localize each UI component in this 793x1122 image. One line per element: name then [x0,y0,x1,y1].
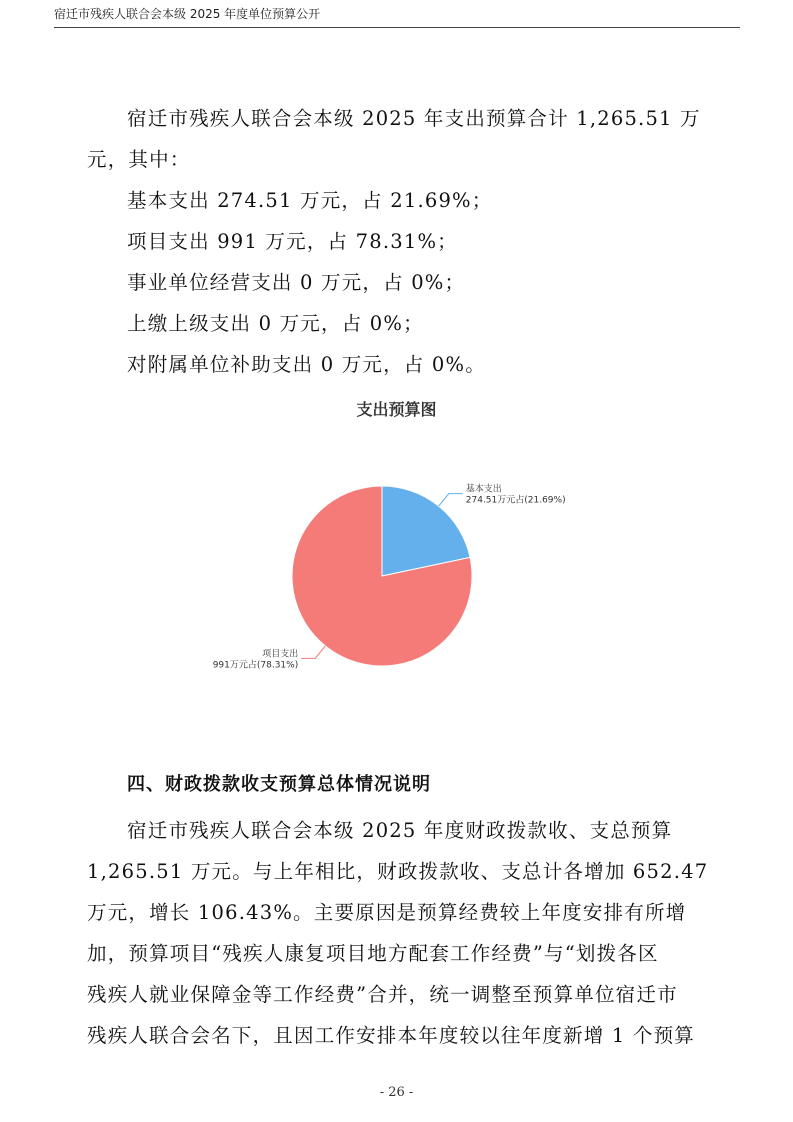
section-4-line: 残疾人联合会名下，且因工作安排本年度较以往年度新增 1 个预算 [87,1024,696,1047]
expenditure-item-project: 项目支出 991 万元，占 78.31%； [127,230,458,253]
section-4-line: 残疾人就业保障金等工作经费”合并，统一调整至预算单位宿迁市 [87,983,678,1006]
pie-label-leader [301,646,325,658]
intro-line-2: 元，其中： [87,148,191,171]
expenditure-item-operating: 事业单位经营支出 0 万元，占 0%； [127,271,466,294]
section-4-line: 万元，增长 106.43%。主要原因是预算经费较上年度安排有所增 [87,901,687,924]
expenditure-item-remit: 上缴上级支出 0 万元，占 0%； [127,312,424,335]
pie-slice-value-label: 991万元占(78.31%) [212,660,299,671]
pie-slice-value-label: 274.51万元占(21.69%) [465,495,566,506]
intro-line-1: 宿迁市残疾人联合会本级 2025 年支出预算合计 1,265.51 万 [127,107,701,130]
section-4-heading: 四、财政拨款收支预算总体情况说明 [127,774,431,795]
pie-slice-label: 项目支出 [262,649,299,660]
section-4-line: 宿迁市残疾人联合会本级 2025 年度财政拨款收、支总预算 [127,819,673,842]
expenditure-item-basic: 基本支出 274.51 万元，占 21.69%； [127,189,493,212]
page-number: - 26 - [379,1085,414,1100]
expenditure-item-subsidy: 对附属单位补助支出 0 万元，占 0%。 [127,353,486,376]
section-4-line: 1,265.51 万元。与上年相比，财政拨款收、支总计各增加 652.47 [87,860,709,883]
chart-title: 支出预算图 [356,400,437,419]
pie-slice-label: 基本支出 [465,484,502,495]
section-4-line: 加，预算项目“残疾人康复项目地方配套工作经费”与“划拨各区 [87,942,659,965]
pie-label-leader [439,494,463,506]
page-header: 宿迁市残疾人联合会本级 2025 年度单位预算公开 [54,7,321,21]
